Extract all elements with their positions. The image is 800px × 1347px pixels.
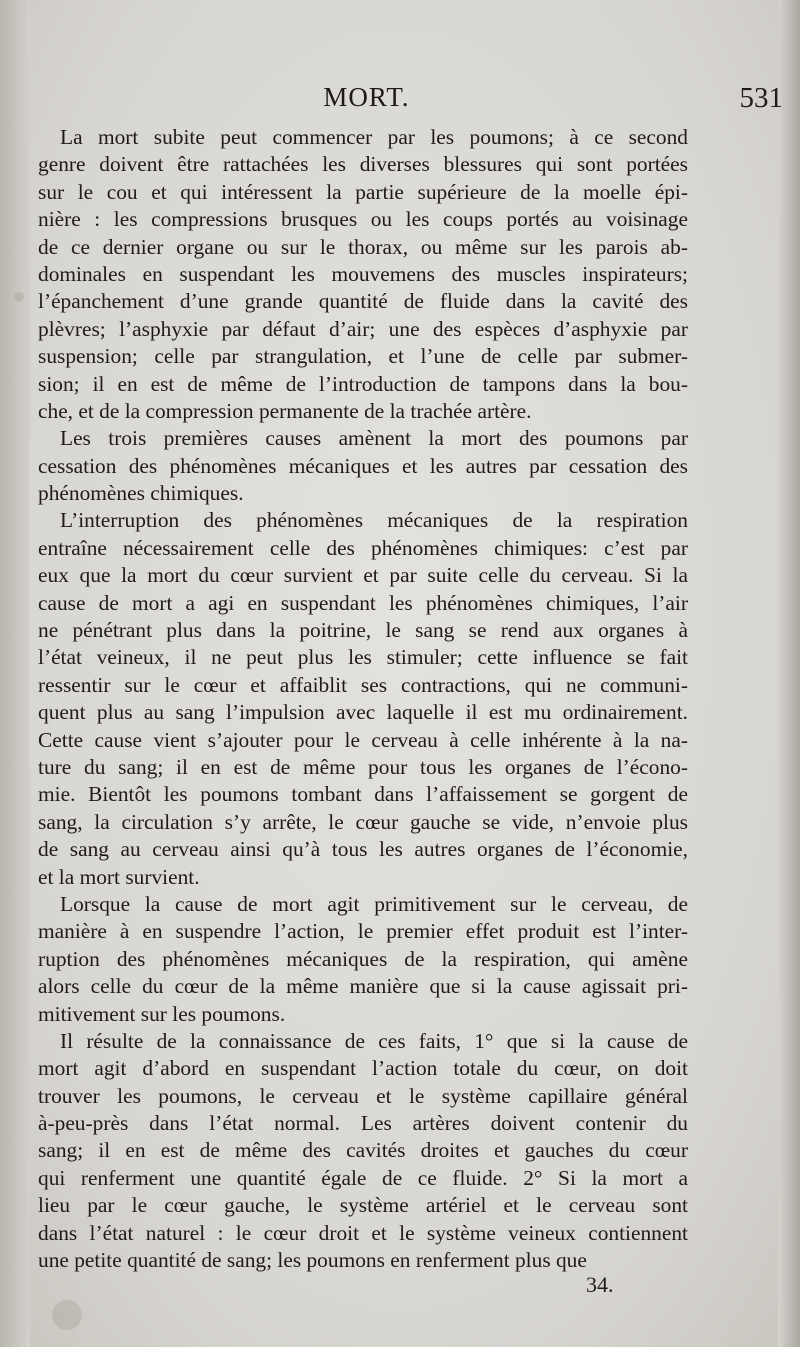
text-line: dominales en suspendant les mouvemens des muscles inspirateurs; [38,261,688,286]
text-line: manière à en suspendre l’action, le premier effet produit est l’inter- [38,919,688,944]
text-line: che, et de la compression permanente de la trachée artère. [38,398,532,423]
text-line: qui renferment une quantité égale de ce fluide. 2° Si la mort a [38,1165,688,1190]
text-line: cessation des phénomènes mécaniques et les autres par cessation des [38,453,688,478]
text-line: plèvres; l’asphyxie par défaut d’air; une des espèces d’asphyxie par [38,316,688,341]
page-header [38,78,783,118]
text-line: suspension; celle par strangulation, et l’une de celle par submer- [38,344,688,369]
text-line: sang; il en est de même des cavités droites et gauches du cœur [38,1138,688,1163]
signature-mark: 34. [586,1272,614,1297]
text-line: Cette cause vient s’ajouter pour le cerveau à celle inhérente à la na- [38,727,688,752]
text-line: genre doivent être rattachées les diverses blessures qui sont portées [38,152,688,177]
text-line: de sang au cerveau ainsi qu’à tous les autres organes de l’économie, [38,837,688,862]
running-title: MORT. [323,82,410,112]
stain [14,292,24,302]
text-line: Lorsque la cause de mort agit primitivement sur le cerveau, de [60,891,688,916]
text-line: eux que la mort du cœur survient et par suite celle du cerveau. Si la [38,563,688,588]
text-line: ressentir sur le cœur et affaiblit ses contractions, qui ne communi- [38,672,688,697]
text-line: trouver les poumons, le cerveau et le système capillaire général [38,1083,688,1108]
text-line: cause de mort a agi en suspendant les phénomènes chimiques, l’air [38,590,688,615]
text-line: de ce dernier organe ou sur le thorax, ou même sur les parois ab- [38,234,688,259]
text-line: ture du sang; il en est de même pour tous les organes de l’écono- [38,754,688,779]
text-line: lieu par le cœur gauche, le système artériel et le cerveau sont [38,1193,688,1218]
text-line: sur le cou et qui intéressent la partie supérieure de la moelle épi- [38,179,688,204]
text-line: mitivement sur les poumons. [38,1001,286,1026]
text-line: mie. Bientôt les poumons tombant dans l’affaissement se gorgent de [38,782,688,807]
text-line: une petite quantité de sang; les poumons en renferment plus que [38,1248,587,1273]
paragraph [38,891,688,1028]
paragraph [38,425,688,507]
text-line: ne pénétrant plus dans la poitrine, le sang se rend aux organes à [38,618,688,643]
page-edge-left [0,0,30,1347]
text-line: alors celle du cœur de la même manière que si la cause agissait pri- [38,974,688,999]
text-line: l’état veineux, il ne peut plus les stimuler; cette influence se fait [38,645,688,670]
body-text [38,124,688,1274]
text-line: et la mort survient. [38,864,200,889]
text-line: quent plus au sang l’impulsion avec laquelle il est mu ordinairement. [38,700,688,725]
stain [52,1300,82,1330]
text-line: nière : les compressions brusques ou les coups portés au voisinage [38,207,688,232]
text-line: entraîne nécessairement celle des phénomènes chimiques: c’est par [38,535,688,560]
text-line: à-peu-près dans l’état normal. Les artères doivent contenir du [38,1111,688,1136]
text-line: La mort subite peut commencer par les poumons; à ce second [60,125,688,149]
paragraph [38,1028,688,1275]
text-line: mort agit d’abord en suspendant l’action totale du cœur, on doit [38,1056,688,1081]
text-line: dans l’état naturel : le cœur droit et le système veineux contiennent [38,1220,688,1245]
page-edge-right [778,0,800,1347]
text-line: sang, la circulation s’y arrête, le cœur gauche se vide, n’envoie plus [38,809,688,834]
text-line: Les trois premières causes amènent la mort des poumons par [60,426,688,451]
text-line: ruption des phénomènes mécaniques de la respiration, qui amène [38,946,688,971]
text-line: l’épanchement d’une grande quantité de fluide dans la cavité des [38,289,688,314]
paragraph [38,124,688,425]
text-line: Il résulte de la connaissance de ces faits, 1° que si la cause de [60,1028,688,1053]
text-line: phénomènes chimiques. [38,481,244,506]
text-line: L’interruption des phénomènes mécaniques de la respiration [60,508,688,533]
page-number: 531 [739,82,783,114]
paragraph [38,507,688,890]
text-line: sion; il en est de même de l’introduction de tampons dans la bou- [38,371,688,396]
